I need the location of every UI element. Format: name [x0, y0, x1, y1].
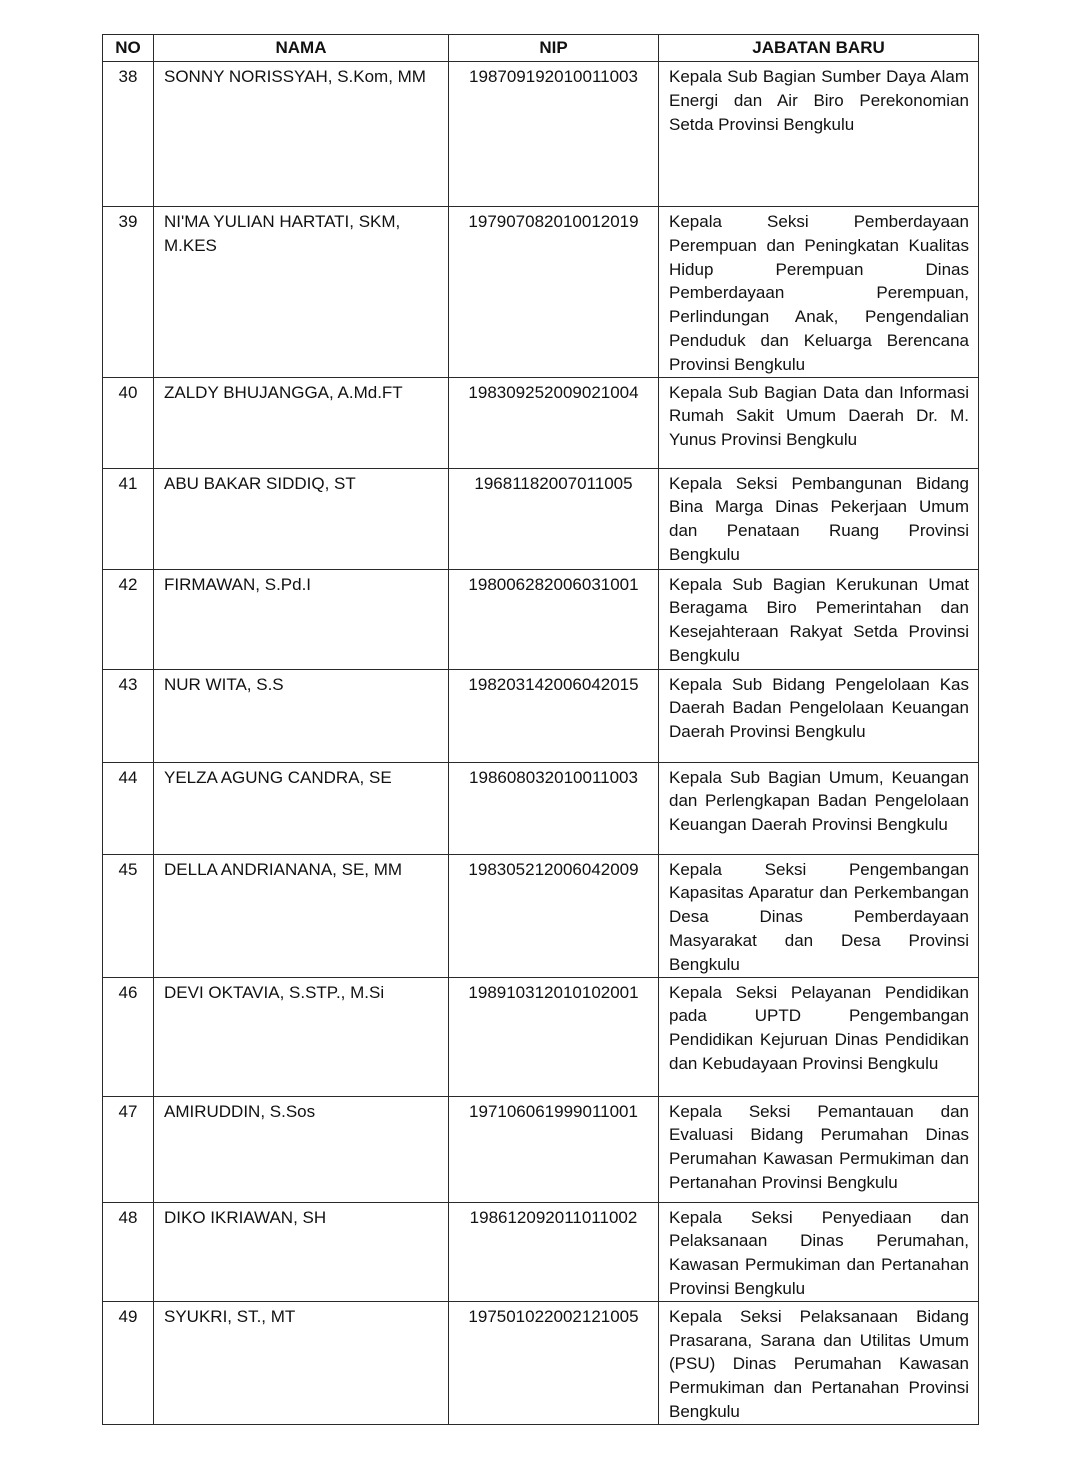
cell-no: 46 — [103, 977, 154, 1096]
cell-jabatan: Kepala Sub Bagian Kerukunan Umat Beragama Biro Pemerintahan dan Kesejahteraan Rakyat Setda Provinsi Bengkulu — [659, 569, 979, 669]
table-row — [103, 62, 979, 207]
cell-nip: 198203142006042015 — [449, 669, 659, 762]
cell-nama: SONNY NORISSYAH, S.Kom, MM — [154, 62, 449, 207]
table-row — [103, 1301, 979, 1424]
table-row — [103, 1096, 979, 1202]
header-no: NO — [103, 35, 154, 62]
cell-no: 47 — [103, 1096, 154, 1202]
table-row — [103, 669, 979, 762]
cell-jabatan: Kepala Seksi Pemberdayaan Perempuan dan Peningkatan Kualitas Hidup Perempuan Dinas Pemberdayaan Perempuan, Perlindungan Anak, Pengendalian Penduduk dan Keluarga Berencana Provinsi Bengkulu — [659, 207, 979, 378]
cell-no: 45 — [103, 854, 154, 977]
cell-nama: NUR WITA, S.S — [154, 669, 449, 762]
cell-no: 39 — [103, 207, 154, 378]
cell-no: 41 — [103, 468, 154, 569]
cell-jabatan: Kepala Seksi Penyediaan dan Pelaksanaan Dinas Perumahan, Kawasan Permukiman dan Pertanahan Provinsi Bengkulu — [659, 1202, 979, 1301]
officials-table — [102, 34, 979, 1425]
cell-nip: 197501022002121005 — [449, 1301, 659, 1424]
cell-nip: 19681182007011005 — [449, 468, 659, 569]
cell-nama: YELZA AGUNG CANDRA, SE — [154, 762, 449, 854]
cell-jabatan: Kepala Seksi Pelayanan Pendidikan pada UPTD Pengembangan Pendidikan Kejuruan Dinas Pendidikan dan Kebudayaan Provinsi Bengkulu — [659, 977, 979, 1096]
cell-jabatan: Kepala Sub Bidang Pengelolaan Kas Daerah Badan Pengelolaan Keuangan Daerah Provinsi Bengkulu — [659, 669, 979, 762]
cell-no: 40 — [103, 377, 154, 468]
cell-nama: NI'MA YULIAN HARTATI, SKM, M.KES — [154, 207, 449, 378]
header-jabatan: JABATAN BARU — [659, 35, 979, 62]
header-nama: NAMA — [154, 35, 449, 62]
cell-jabatan: Kepala Seksi Pelaksanaan Bidang Prasarana, Sarana dan Utilitas Umum (PSU) Dinas Perumahan Kawasan Permukiman dan Pertanahan Provinsi Bengkulu — [659, 1301, 979, 1424]
table-row — [103, 569, 979, 669]
table-row — [103, 977, 979, 1096]
cell-jabatan: Kepala Seksi Pemantauan dan Evaluasi Bidang Perumahan Dinas Perumahan Kawasan Permukiman dan Pertanahan Provinsi Bengkulu — [659, 1096, 979, 1202]
cell-nama: FIRMAWAN, S.Pd.I — [154, 569, 449, 669]
cell-no: 49 — [103, 1301, 154, 1424]
document-page — [102, 34, 978, 1425]
cell-jabatan: Kepala Seksi Pengembangan Kapasitas Aparatur dan Perkembangan Desa Dinas Pemberdayaan Masyarakat dan Desa Provinsi Bengkulu — [659, 854, 979, 977]
cell-nip: 198709192010011003 — [449, 62, 659, 207]
cell-nama: ZALDY BHUJANGGA, A.Md.FT — [154, 377, 449, 468]
cell-jabatan: Kepala Sub Bagian Data dan Informasi Rumah Sakit Umum Daerah Dr. M. Yunus Provinsi Bengkulu — [659, 377, 979, 468]
table-row — [103, 468, 979, 569]
cell-no: 48 — [103, 1202, 154, 1301]
cell-nip: 198309252009021004 — [449, 377, 659, 468]
table-row — [103, 207, 979, 378]
cell-nama: DELLA ANDRIANANA, SE, MM — [154, 854, 449, 977]
table-header-row — [103, 35, 979, 62]
cell-no: 43 — [103, 669, 154, 762]
table-row — [103, 377, 979, 468]
cell-no: 42 — [103, 569, 154, 669]
table-row — [103, 854, 979, 977]
cell-nama: AMIRUDDIN, S.Sos — [154, 1096, 449, 1202]
cell-nip: 198612092011011002 — [449, 1202, 659, 1301]
cell-jabatan: Kepala Seksi Pembangunan Bidang Bina Marga Dinas Pekerjaan Umum dan Penataan Ruang Provinsi Bengkulu — [659, 468, 979, 569]
cell-jabatan: Kepala Sub Bagian Sumber Daya Alam Energi dan Air Biro Perekonomian Setda Provinsi Bengkulu — [659, 62, 979, 207]
cell-nama: ABU BAKAR SIDDIQ, ST — [154, 468, 449, 569]
cell-no: 38 — [103, 62, 154, 207]
cell-nama: DEVI OKTAVIA, S.STP., M.Si — [154, 977, 449, 1096]
table-row — [103, 762, 979, 854]
cell-nip: 197907082010012019 — [449, 207, 659, 378]
cell-nip: 198305212006042009 — [449, 854, 659, 977]
cell-nip: 198608032010011003 — [449, 762, 659, 854]
cell-nip: 197106061999011001 — [449, 1096, 659, 1202]
cell-nama: DIKO IKRIAWAN, SH — [154, 1202, 449, 1301]
table-row — [103, 1202, 979, 1301]
header-nip: NIP — [449, 35, 659, 62]
cell-no: 44 — [103, 762, 154, 854]
cell-nip: 198910312010102001 — [449, 977, 659, 1096]
cell-jabatan: Kepala Sub Bagian Umum, Keuangan dan Perlengkapan Badan Pengelolaan Keuangan Daerah Provinsi Bengkulu — [659, 762, 979, 854]
cell-nama: SYUKRI, ST., MT — [154, 1301, 449, 1424]
cell-nip: 198006282006031001 — [449, 569, 659, 669]
